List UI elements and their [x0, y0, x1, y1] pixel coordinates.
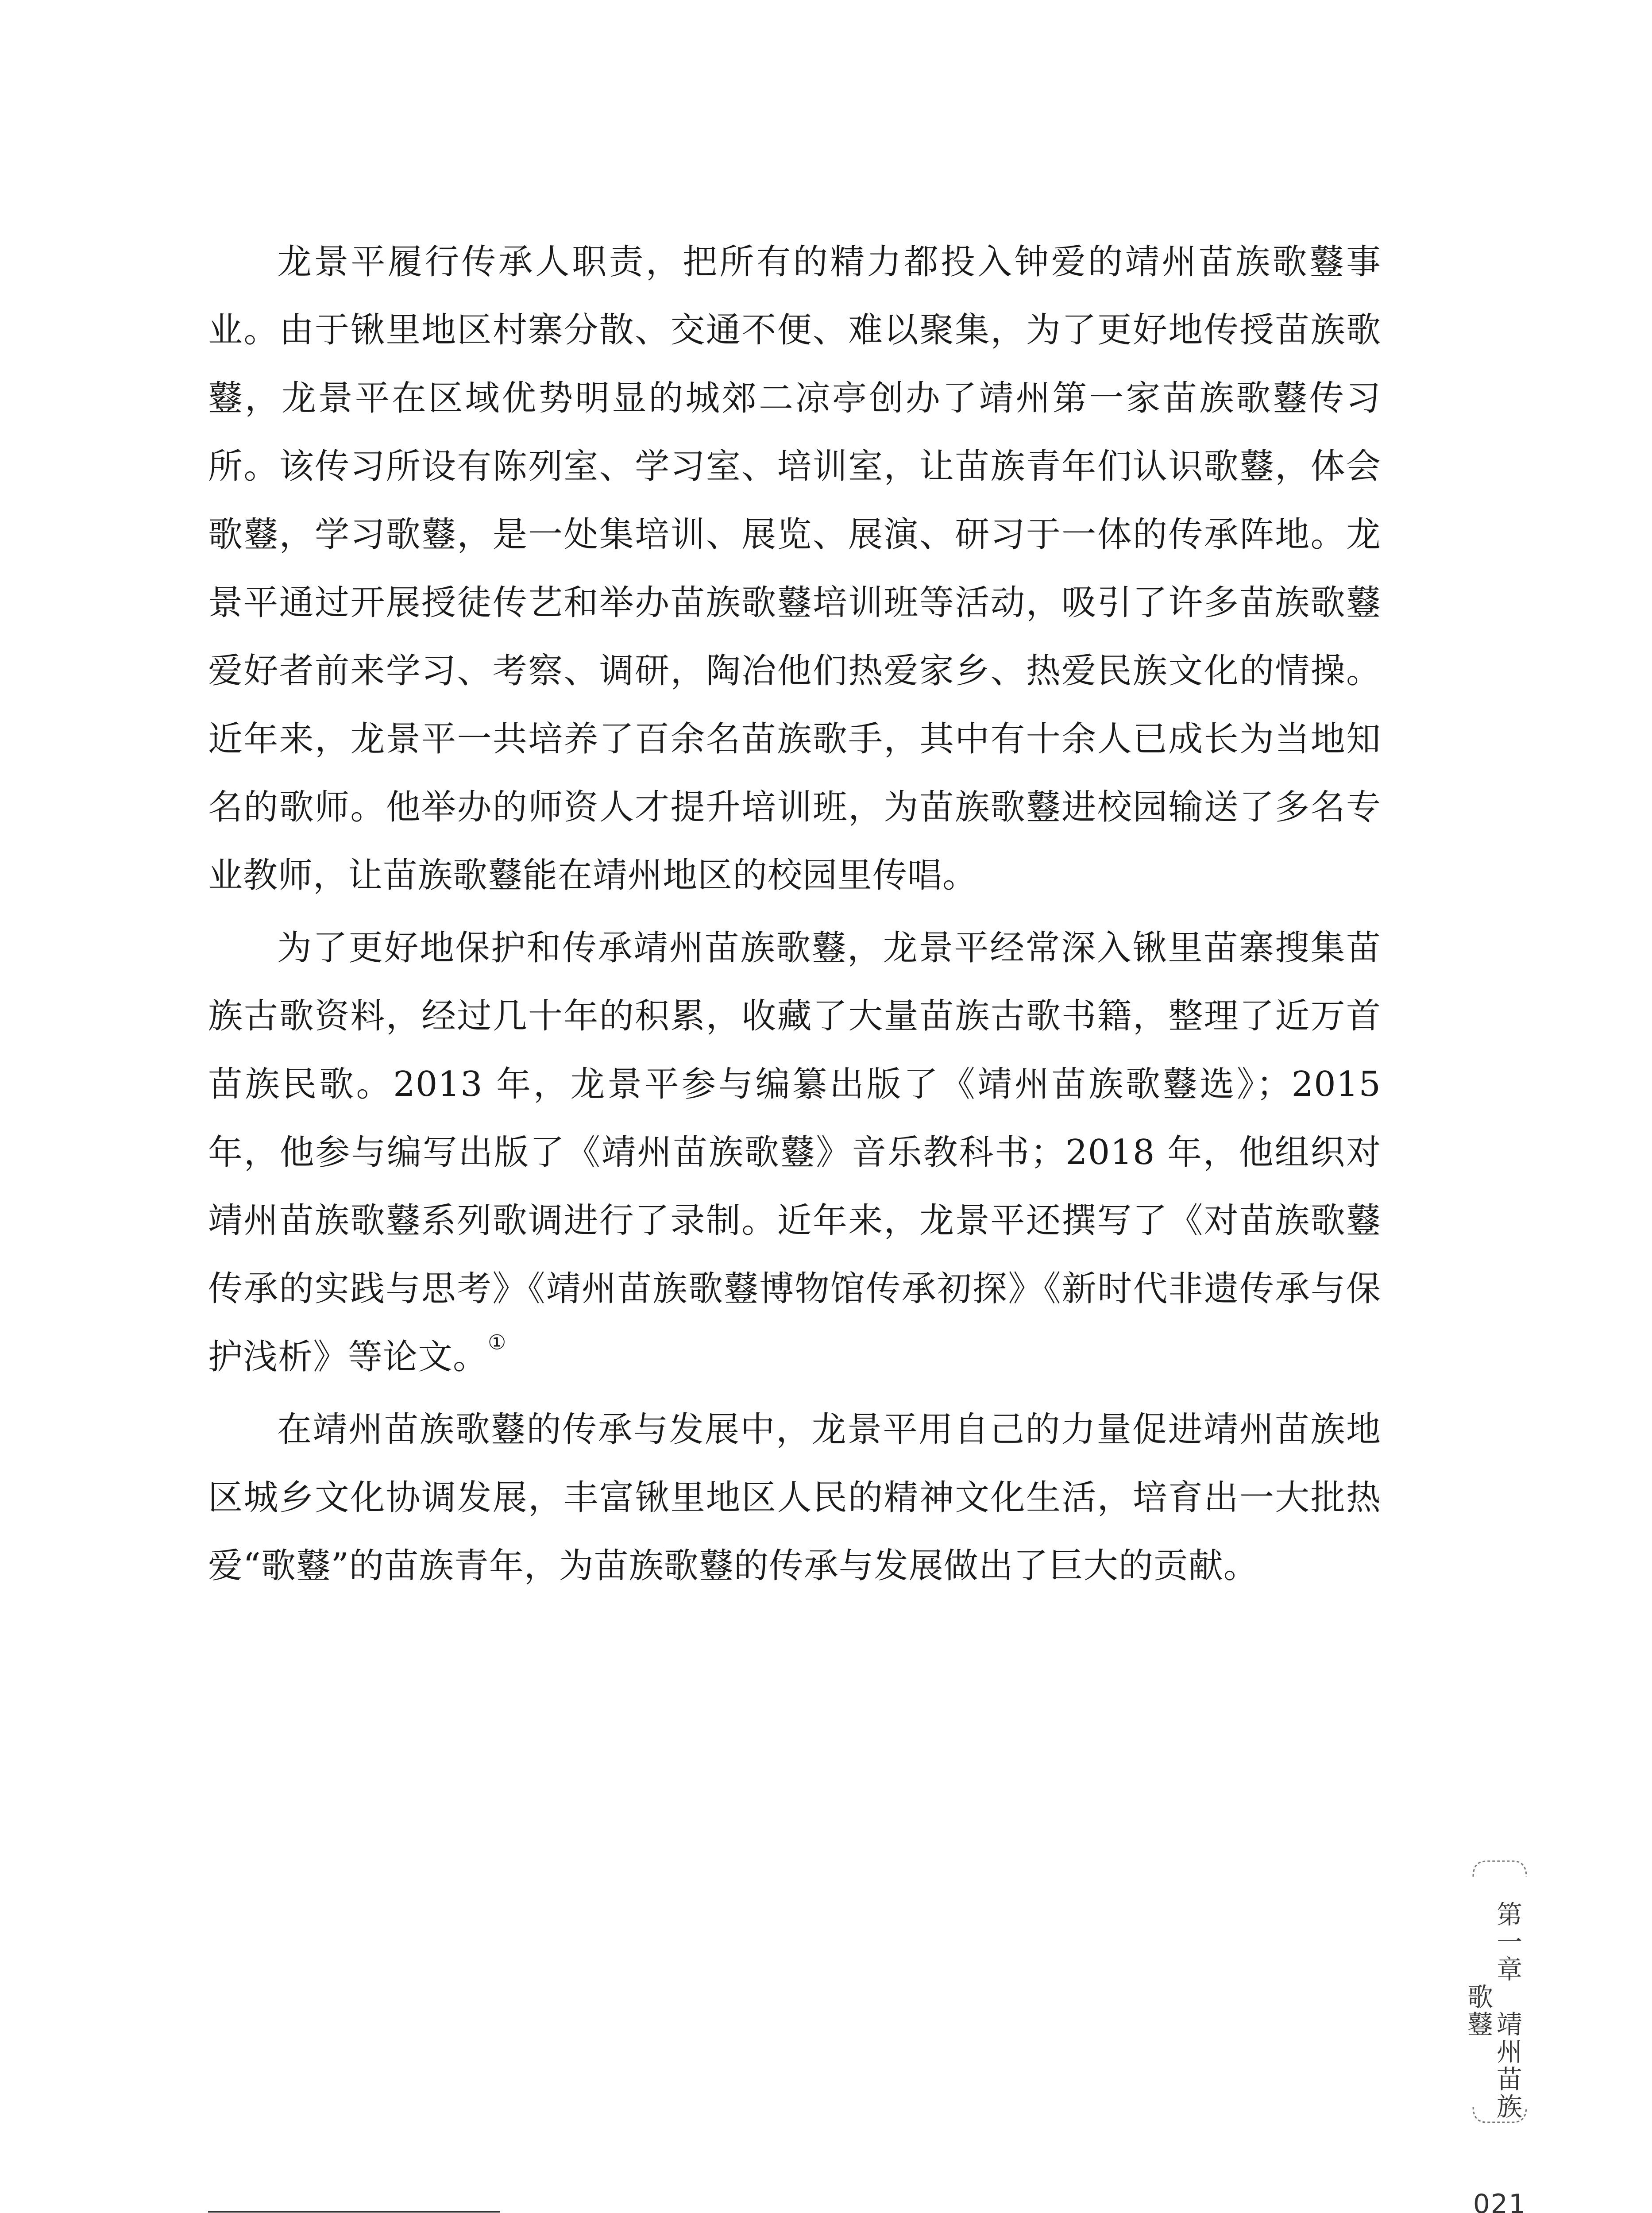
side-tab-spacer	[1492, 1983, 1522, 2011]
paragraph-2	[208, 914, 1381, 1391]
page-number: 021	[1473, 2189, 1527, 2213]
footnote-divider	[208, 2211, 500, 2213]
side-tab-title: 靖州苗族歌鼟	[1463, 1983, 1522, 2120]
chapter-side-tab	[1463, 1852, 1531, 2131]
body-text	[208, 228, 1381, 1604]
footnote-reference[interactable]: ①	[488, 1330, 507, 1354]
side-tab-chapter: 第一章	[1492, 1901, 1522, 1983]
side-tab-label	[1463, 1890, 1522, 2131]
paragraph-3: 在靖州苗族歌鼟的传承与发展中，龙景平用自己的力量促进靖州苗族地区城乡文化协调发展，丰富锹里地区人民的精神文化生活，培育出一大批热爱“歌鼟”的苗族青年，为苗族歌鼟的传承与发展做出了巨大的贡献。	[208, 1410, 1381, 1586]
paragraph-2-text: 为了更好地保护和传承靖州苗族歌鼟，龙景平经常深入锹里苗寨搜集苗族古歌资料，经过几十年的积累，收藏了大量苗族古歌书籍，整理了近万首苗族民歌。2013 年，龙景平参与编纂出版了《靖州苗族歌鼟选》；2015 年，他参与编写出版了《靖州苗族歌鼟》音乐教科书；2018 年，他组织对靖州苗族歌鼟系列歌调进行了录制。近年来，龙景平还撰写了《对苗族歌鼟传承的实践与思考》《靖州苗族歌鼟博物馆传承初探》《新时代非遗传承与保护浅析》等论文。	[208, 928, 1381, 1377]
paragraph-1: 龙景平履行传承人职责，把所有的精力都投入钟爱的靖州苗族歌鼟事业。由于锹里地区村寨分散、交通不便、难以聚集，为了更好地传授苗族歌鼟，龙景平在区域优势明显的城郊二凉亭创办了靖州第一家苗族歌鼟传习所。该传习所设有陈列室、学习室、培训室，让苗族青年们认识歌鼟，体会歌鼟，学习歌鼟，是一处集培训、展览、展演、研习于一体的传承阵地。龙景平通过开展授徒传艺和举办苗族歌鼟培训班等活动，吸引了许多苗族歌鼟爱好者前来学习、考察、调研，陶冶他们热爱家乡、热爱民族文化的情操。近年来，龙景平一共培养了百余名苗族歌手，其中有十余人已成长为当地知名的歌师。他举办的师资人才提升培训班，为苗族歌鼟进校园输送了多名专业教师，让苗族歌鼟能在靖州地区的校园里传唱。	[208, 242, 1381, 895]
